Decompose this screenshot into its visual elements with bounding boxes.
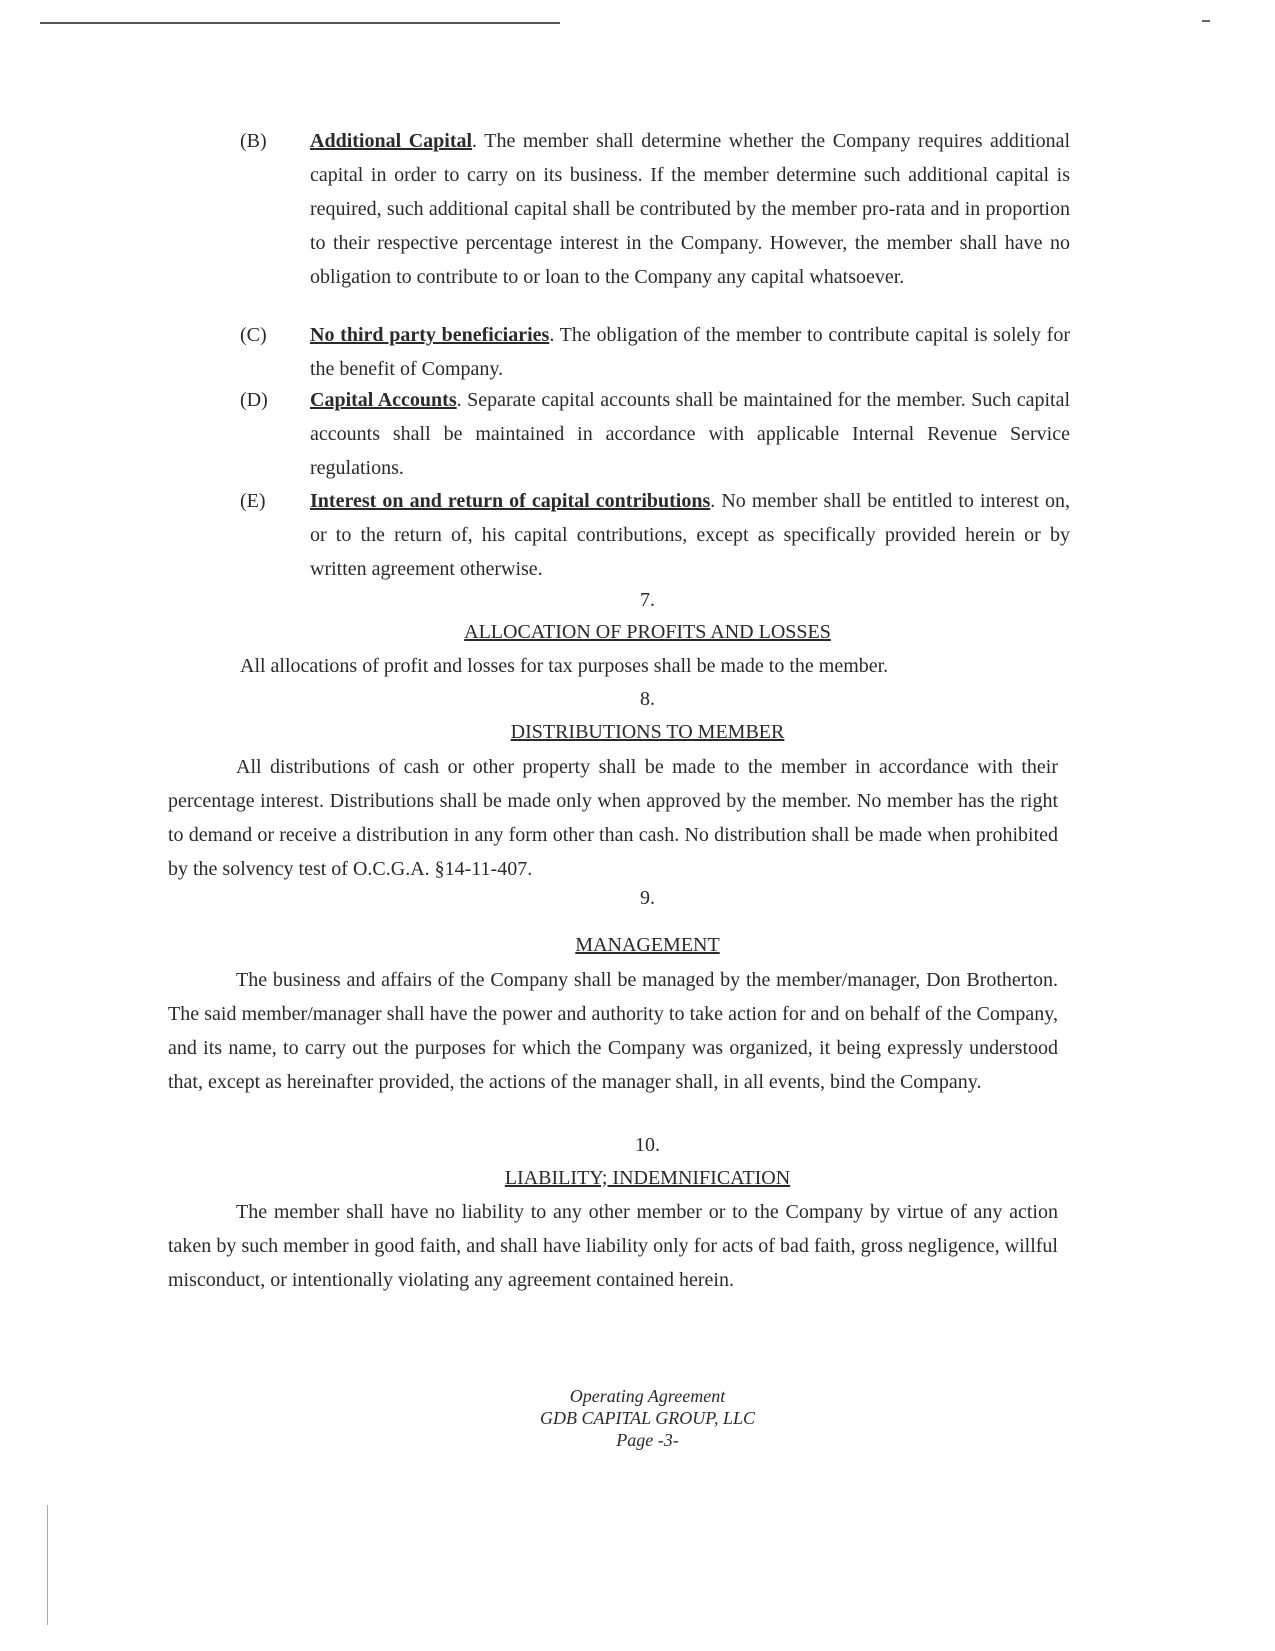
item-body (310, 484, 1070, 586)
section-text: All distributions of cash or other property shall be made to the member in accordance with their percentage interest. Distributions shall be made only when approved by the member. No member has the right to demand or receive a distribution in any form other than cash. No distribution shall be made when prohibited by the solvency test of O.C.G.A. §14-11-407. (168, 756, 1058, 880)
section-title: LIABILITY; INDEMNIFICATION (504, 1167, 791, 1189)
item-text: . No member shall be entitled to interest on, or to the return of, his capital contributions, except as specifically provided herein or by written agreement otherwise. (310, 490, 1070, 580)
section-text: All allocations of profit and losses for tax purposes shall be made to the member. (240, 655, 889, 677)
section-number: 10. (635, 1134, 660, 1156)
item-body (310, 383, 1070, 485)
section-title: DISTRIBUTIONS TO MEMBER (510, 721, 785, 743)
item-body (310, 318, 1070, 386)
item-title: No third party beneficiaries (310, 324, 550, 346)
section-title: MANAGEMENT (575, 934, 720, 956)
footer-doc-title: Operating Agreement (569, 1386, 726, 1406)
section-number: 9. (640, 887, 655, 909)
item-letter: (D) (240, 389, 268, 411)
page-footer (10, 1385, 1275, 1451)
item-title: Additional Capital (310, 130, 473, 152)
item-letter: (C) (240, 324, 267, 346)
section-text: The business and affairs of the Company shall be managed by the member/manager, Don Brotherton. The said member/manager shall have the power and authority to take action for and on behalf of the Company, and its name, to carry out the purposes for which the Company was organized, it being expressly understood that, except as hereinafter provided, the actions of the manager shall, in all events, bind the Company. (168, 969, 1058, 1093)
item-letter: (B) (240, 130, 267, 152)
section-title: ALLOCATION OF PROFITS AND LOSSES (464, 621, 831, 643)
item-text: . Separate capital accounts shall be maintained for the member. Such capital accounts shall be maintained in accordance with applicable Internal Revenue Service regulations. (310, 389, 1070, 479)
item-title: Capital Accounts (310, 389, 457, 411)
item-text: . The member shall determine whether the Company requires additional capital in order to carry on its business. If the member determine such additional capital is required, such additional capital shall be contributed by the member pro-rata and in proportion to their respective percentage interest in the Company. However, the member shall have no obligation to contribute to or loan to the Company any capital whatsoever. (310, 130, 1071, 288)
section-text: The member shall have no liability to any other member or to the Company by virtue of any action taken by such member in good faith, and shall have liability only for acts of bad faith, gross negligence, willful misconduct, or intentionally violating any agreement contained herein. (168, 1201, 1058, 1291)
item-text: . The obligation of the member to contribute capital is solely for the benefit of Company. (310, 324, 1070, 380)
item-letter: (E) (240, 490, 266, 512)
item-title: Interest on and return of capital contributions (310, 490, 711, 512)
footer-company-name: GDB CAPITAL GROUP, LLC (539, 1408, 756, 1428)
section-number: 8. (640, 688, 655, 710)
item-body (310, 124, 1070, 294)
footer-page-number: Page -3- (616, 1430, 679, 1450)
section-number: 7. (640, 589, 655, 611)
